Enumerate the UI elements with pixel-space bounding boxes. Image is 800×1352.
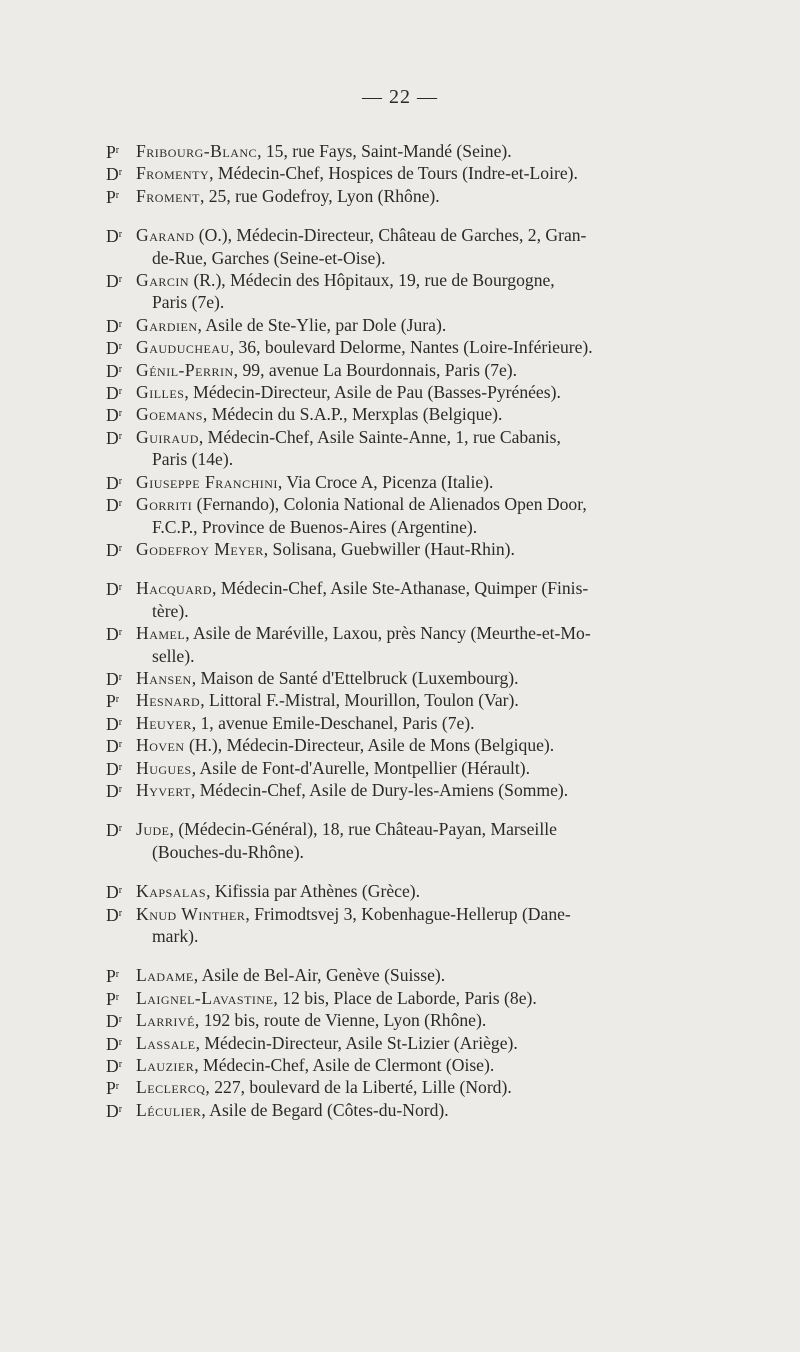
entry-name: Garcin <box>136 270 190 291</box>
title-abbrev: D <box>106 713 119 734</box>
entry-details: , (Médecin-Général), 18, rue Château-Payan, Marseille <box>169 819 557 840</box>
entry-title <box>106 622 122 645</box>
entry-details: , Solisana, Guebwiller (Haut-Rhin). <box>263 538 515 559</box>
entry-continuation: Paris (7e). <box>152 292 225 313</box>
entry-name: Jude <box>136 819 170 840</box>
title-superscript: r <box>118 475 123 487</box>
entry-details: , Kifissia par Athènes (Grèce). <box>206 881 421 902</box>
directory-entry <box>106 493 746 538</box>
directory-entry <box>106 426 746 471</box>
title-abbrev: D <box>106 736 119 757</box>
directory-entry <box>106 471 746 493</box>
title-abbrev: D <box>106 271 119 292</box>
entry-details: , Asile de Ste-Ylie, par Dole (Jura). <box>197 314 447 335</box>
entry-title <box>106 336 122 359</box>
entry-name: Hugues <box>136 757 192 778</box>
directory-entry <box>106 577 746 622</box>
entry-details: , Médecin-Chef, Hospices de Tours (Indre-et-Loire). <box>209 163 578 184</box>
entry-name: Garand <box>136 225 195 246</box>
letter-group <box>106 577 746 801</box>
letter-group <box>106 964 746 1121</box>
title-superscript: r <box>118 1059 123 1071</box>
directory-entry <box>106 903 746 948</box>
letter-group <box>106 880 746 947</box>
title-abbrev: D <box>106 164 119 185</box>
entry-title <box>106 359 122 382</box>
directory-entry <box>106 336 746 358</box>
directory-entry <box>106 269 746 314</box>
entry-name: Larrivé <box>136 1010 195 1031</box>
directory-entry <box>106 622 746 667</box>
entry-title <box>106 1099 122 1122</box>
title-superscript: r <box>118 274 123 286</box>
entry-details: , Médecin du S.A.P., Merxplas (Belgique). <box>202 404 503 425</box>
title-superscript: r <box>118 408 123 420</box>
entry-continuation: (Bouches-du-Rhône). <box>152 841 304 862</box>
letter-group <box>106 818 746 863</box>
entry-continuation: tère). <box>152 600 189 621</box>
directory-entry <box>106 403 746 425</box>
directory-entry <box>106 224 746 269</box>
title-abbrev: D <box>106 904 119 925</box>
entry-name: Gardien <box>136 314 198 335</box>
entry-details: , Asile de Maréville, Laxou, près Nancy (Meurthe-et-Mo- <box>185 623 591 644</box>
directory-entry <box>106 1009 746 1031</box>
entry-title <box>106 577 122 600</box>
directory-entry <box>106 1076 746 1098</box>
title-superscript: r <box>118 430 123 442</box>
title-superscript: r <box>118 739 123 751</box>
entry-title <box>106 471 122 494</box>
title-superscript: r <box>118 542 123 554</box>
title-abbrev: D <box>106 405 119 426</box>
entry-name: Froment <box>136 185 200 206</box>
directory-entry <box>106 880 746 902</box>
title-superscript: r <box>115 145 120 156</box>
entry-details: , Médecin-Directeur, Asile de Pau (Basses-Pyrénées). <box>184 382 561 403</box>
title-superscript: r <box>118 1014 123 1026</box>
entry-name: Guiraud <box>136 426 199 447</box>
entry-name: Goemans <box>136 404 203 425</box>
title-superscript: r <box>118 761 123 773</box>
entry-details: , 1, avenue Emile-Deschanel, Paris (7e). <box>191 712 475 733</box>
directory-entry <box>106 538 746 560</box>
entry-title <box>106 269 122 292</box>
entry-continuation: de-Rue, Garches (Seine-et-Oise). <box>152 247 386 268</box>
entry-name: Léculier <box>136 1099 202 1120</box>
directory-entry <box>106 667 746 689</box>
title-superscript: r <box>115 189 120 201</box>
directory-entry <box>106 689 746 711</box>
directory-entry <box>106 314 746 336</box>
title-abbrev: D <box>106 624 119 645</box>
entry-details: , Médecin-Chef, Asile de Dury-les-Amiens (Somme). <box>190 779 569 800</box>
title-superscript: r <box>118 386 123 398</box>
entry-details: , Médecin-Chef, Asile Ste-Athanase, Quimper (Finis- <box>212 578 589 599</box>
title-superscript: r <box>118 823 123 835</box>
title-abbrev: D <box>106 1011 119 1032</box>
title-superscript: r <box>118 1103 123 1115</box>
entry-name: Kapsalas <box>136 881 207 902</box>
directory-entry <box>106 162 746 184</box>
entry-details: , 99, avenue La Bourdonnais, Paris (7e). <box>233 359 518 380</box>
entry-title <box>106 1032 122 1055</box>
entry-details: (R.), Médecin des Hôpitaux, 19, rue de Bourgogne, <box>189 270 555 291</box>
entry-continuation: Paris (14e). <box>152 449 234 470</box>
entry-title <box>106 712 122 735</box>
entry-details: , Frimodtsvej 3, Kobenhague-Hellerup (Dane- <box>245 903 571 924</box>
entry-title <box>106 689 119 712</box>
entry-title <box>106 903 122 926</box>
title-superscript: r <box>118 627 123 639</box>
entry-title <box>106 403 122 426</box>
entry-title <box>106 964 119 987</box>
directory-entry <box>106 712 746 734</box>
title-abbrev: D <box>106 780 119 801</box>
directory-entry <box>106 1099 746 1121</box>
entry-name: Hyvert <box>136 779 191 800</box>
entry-details: (Fernando), Colonia National de Alienados Open Door, <box>192 494 587 515</box>
entry-name: Génil-Perrin <box>136 359 234 380</box>
directory-entry <box>106 1054 746 1076</box>
entry-title <box>106 987 119 1010</box>
entry-title <box>106 426 122 449</box>
directory-entry <box>106 964 746 986</box>
title-abbrev: P <box>106 691 116 712</box>
letter-group <box>106 140 746 207</box>
entry-name: Godefroy Meyer <box>136 538 264 559</box>
title-superscript: r <box>118 716 123 728</box>
directory-entry <box>106 140 746 162</box>
entry-details: , Médecin-Chef, Asile de Clermont (Oise). <box>194 1055 495 1076</box>
entry-name: Hamel <box>136 623 186 644</box>
entry-title <box>106 538 122 561</box>
title-abbrev: D <box>106 383 119 404</box>
entry-name: Laignel-Lavastine <box>136 987 274 1008</box>
title-abbrev: D <box>106 579 119 600</box>
entry-name: Giuseppe Franchini <box>136 471 278 492</box>
entry-name: Lassale <box>136 1032 196 1053</box>
entry-title <box>106 493 122 516</box>
title-abbrev: P <box>106 988 116 1009</box>
entry-name: Gorriti <box>136 494 193 515</box>
entry-continuation: F.C.P., Province de Buenos-Aires (Argentine). <box>152 516 478 537</box>
entry-details: , 192 bis, route de Vienne, Lyon (Rhône). <box>194 1010 487 1031</box>
entry-details: , Médecin-Chef, Asile Sainte-Anne, 1, rue Cabanis, <box>198 426 561 447</box>
title-superscript: r <box>118 167 123 179</box>
entry-details: (O.), Médecin-Directeur, Château de Garches, 2, Gran- <box>194 225 587 246</box>
entry-details: , 12 bis, Place de Laborde, Paris (8e). <box>273 987 537 1008</box>
entry-title <box>106 162 122 185</box>
title-superscript: r <box>118 318 123 330</box>
directory-entry <box>106 381 746 403</box>
entry-details: , 25, rue Godefroy, Lyon (Rhône). <box>199 185 440 206</box>
title-superscript: r <box>118 671 123 683</box>
entry-title <box>106 667 122 690</box>
title-abbrev: D <box>106 1033 119 1054</box>
directory-entry <box>106 734 746 756</box>
entry-title <box>106 1076 119 1099</box>
entry-name: Knud Winther <box>136 903 246 924</box>
title-abbrev: D <box>106 1100 119 1121</box>
directory-entry <box>106 359 746 381</box>
entry-name: Heuyer <box>136 712 192 733</box>
entry-name: Gauducheau <box>136 337 230 358</box>
member-list <box>106 140 746 1138</box>
entry-continuation: selle). <box>152 645 195 666</box>
title-abbrev: D <box>106 668 119 689</box>
title-superscript: r <box>118 229 123 241</box>
title-abbrev: D <box>106 820 119 841</box>
title-abbrev: D <box>106 472 119 493</box>
title-superscript: r <box>115 991 120 1003</box>
entry-title <box>106 140 119 163</box>
title-superscript: r <box>115 1081 120 1093</box>
title-superscript: r <box>118 1036 123 1048</box>
title-abbrev: D <box>106 1056 119 1077</box>
entry-name: Lauzier <box>136 1055 195 1076</box>
entry-details: , 36, boulevard Delorme, Nantes (Loire-Inférieure). <box>229 337 593 358</box>
title-superscript: r <box>115 694 120 706</box>
entry-title <box>106 1054 122 1077</box>
entry-details: (H.), Médecin-Directeur, Asile de Mons (Belgique). <box>184 735 555 756</box>
title-superscript: r <box>118 498 123 510</box>
entry-title <box>106 381 122 404</box>
entry-title <box>106 880 122 903</box>
entry-title <box>106 757 122 780</box>
title-abbrev: P <box>106 186 116 207</box>
title-abbrev: D <box>106 315 119 336</box>
entry-name: Hacquard <box>136 578 213 599</box>
entry-title <box>106 314 122 337</box>
entry-name: Hesnard <box>136 690 201 711</box>
entry-details: , Médecin-Directeur, Asile St-Lizier (Ariège). <box>195 1032 518 1053</box>
entry-title <box>106 185 119 208</box>
entry-name: Gilles <box>136 382 185 403</box>
title-superscript: r <box>118 363 123 375</box>
entry-name: Fromenty <box>136 163 210 184</box>
page-number: — 22 — <box>362 86 438 108</box>
title-superscript: r <box>118 783 123 795</box>
entry-title <box>106 818 122 841</box>
entry-details: , 15, rue Fays, Saint-Mandé (Seine). <box>257 141 512 161</box>
title-abbrev: P <box>106 1078 116 1099</box>
title-abbrev: D <box>106 539 119 560</box>
entry-details: , 227, boulevard de la Liberté, Lille (Nord). <box>205 1077 512 1098</box>
entry-title <box>106 779 122 802</box>
title-superscript: r <box>118 341 123 353</box>
title-superscript: r <box>118 907 123 919</box>
entry-details: , Maison de Santé d'Ettelbruck (Luxembourg). <box>191 667 519 688</box>
directory-entry <box>106 185 746 207</box>
title-superscript: r <box>115 969 120 981</box>
entry-details: , Asile de Begard (Côtes-du-Nord). <box>201 1099 449 1120</box>
entry-title <box>106 1009 122 1032</box>
entry-details: , Asile de Font-d'Aurelle, Montpellier (Hérault). <box>191 757 531 778</box>
title-abbrev: D <box>106 427 119 448</box>
entry-name: Ladame <box>136 965 194 986</box>
letter-group <box>106 224 746 560</box>
title-abbrev: P <box>106 966 116 987</box>
directory-entry <box>106 987 746 1009</box>
title-abbrev: D <box>106 495 119 516</box>
directory-entry <box>106 779 746 801</box>
title-abbrev: D <box>106 882 119 903</box>
entry-details: , Via Croce A, Picenza (Italie). <box>277 471 494 492</box>
entry-name: Leclercq <box>136 1077 206 1098</box>
entry-title <box>106 734 122 757</box>
title-abbrev: D <box>106 226 119 247</box>
entry-title <box>106 224 122 247</box>
entry-details: , Littoral F.-Mistral, Mourillon, Toulon (Var). <box>200 690 519 711</box>
entry-details: , Asile de Bel-Air, Genève (Suisse). <box>193 965 446 986</box>
title-abbrev: D <box>106 338 119 359</box>
title-superscript: r <box>118 885 123 897</box>
directory-entry <box>106 1032 746 1054</box>
title-superscript: r <box>118 582 123 594</box>
directory-entry <box>106 818 746 863</box>
entry-name: Hoven <box>136 735 185 756</box>
title-abbrev: D <box>106 758 119 779</box>
title-abbrev: P <box>106 142 116 162</box>
entry-name: Fribourg-Blanc <box>136 141 258 161</box>
entry-continuation: mark). <box>152 926 199 946</box>
directory-entry <box>106 757 746 779</box>
title-abbrev: D <box>106 360 119 381</box>
entry-name: Hansen <box>136 667 192 688</box>
